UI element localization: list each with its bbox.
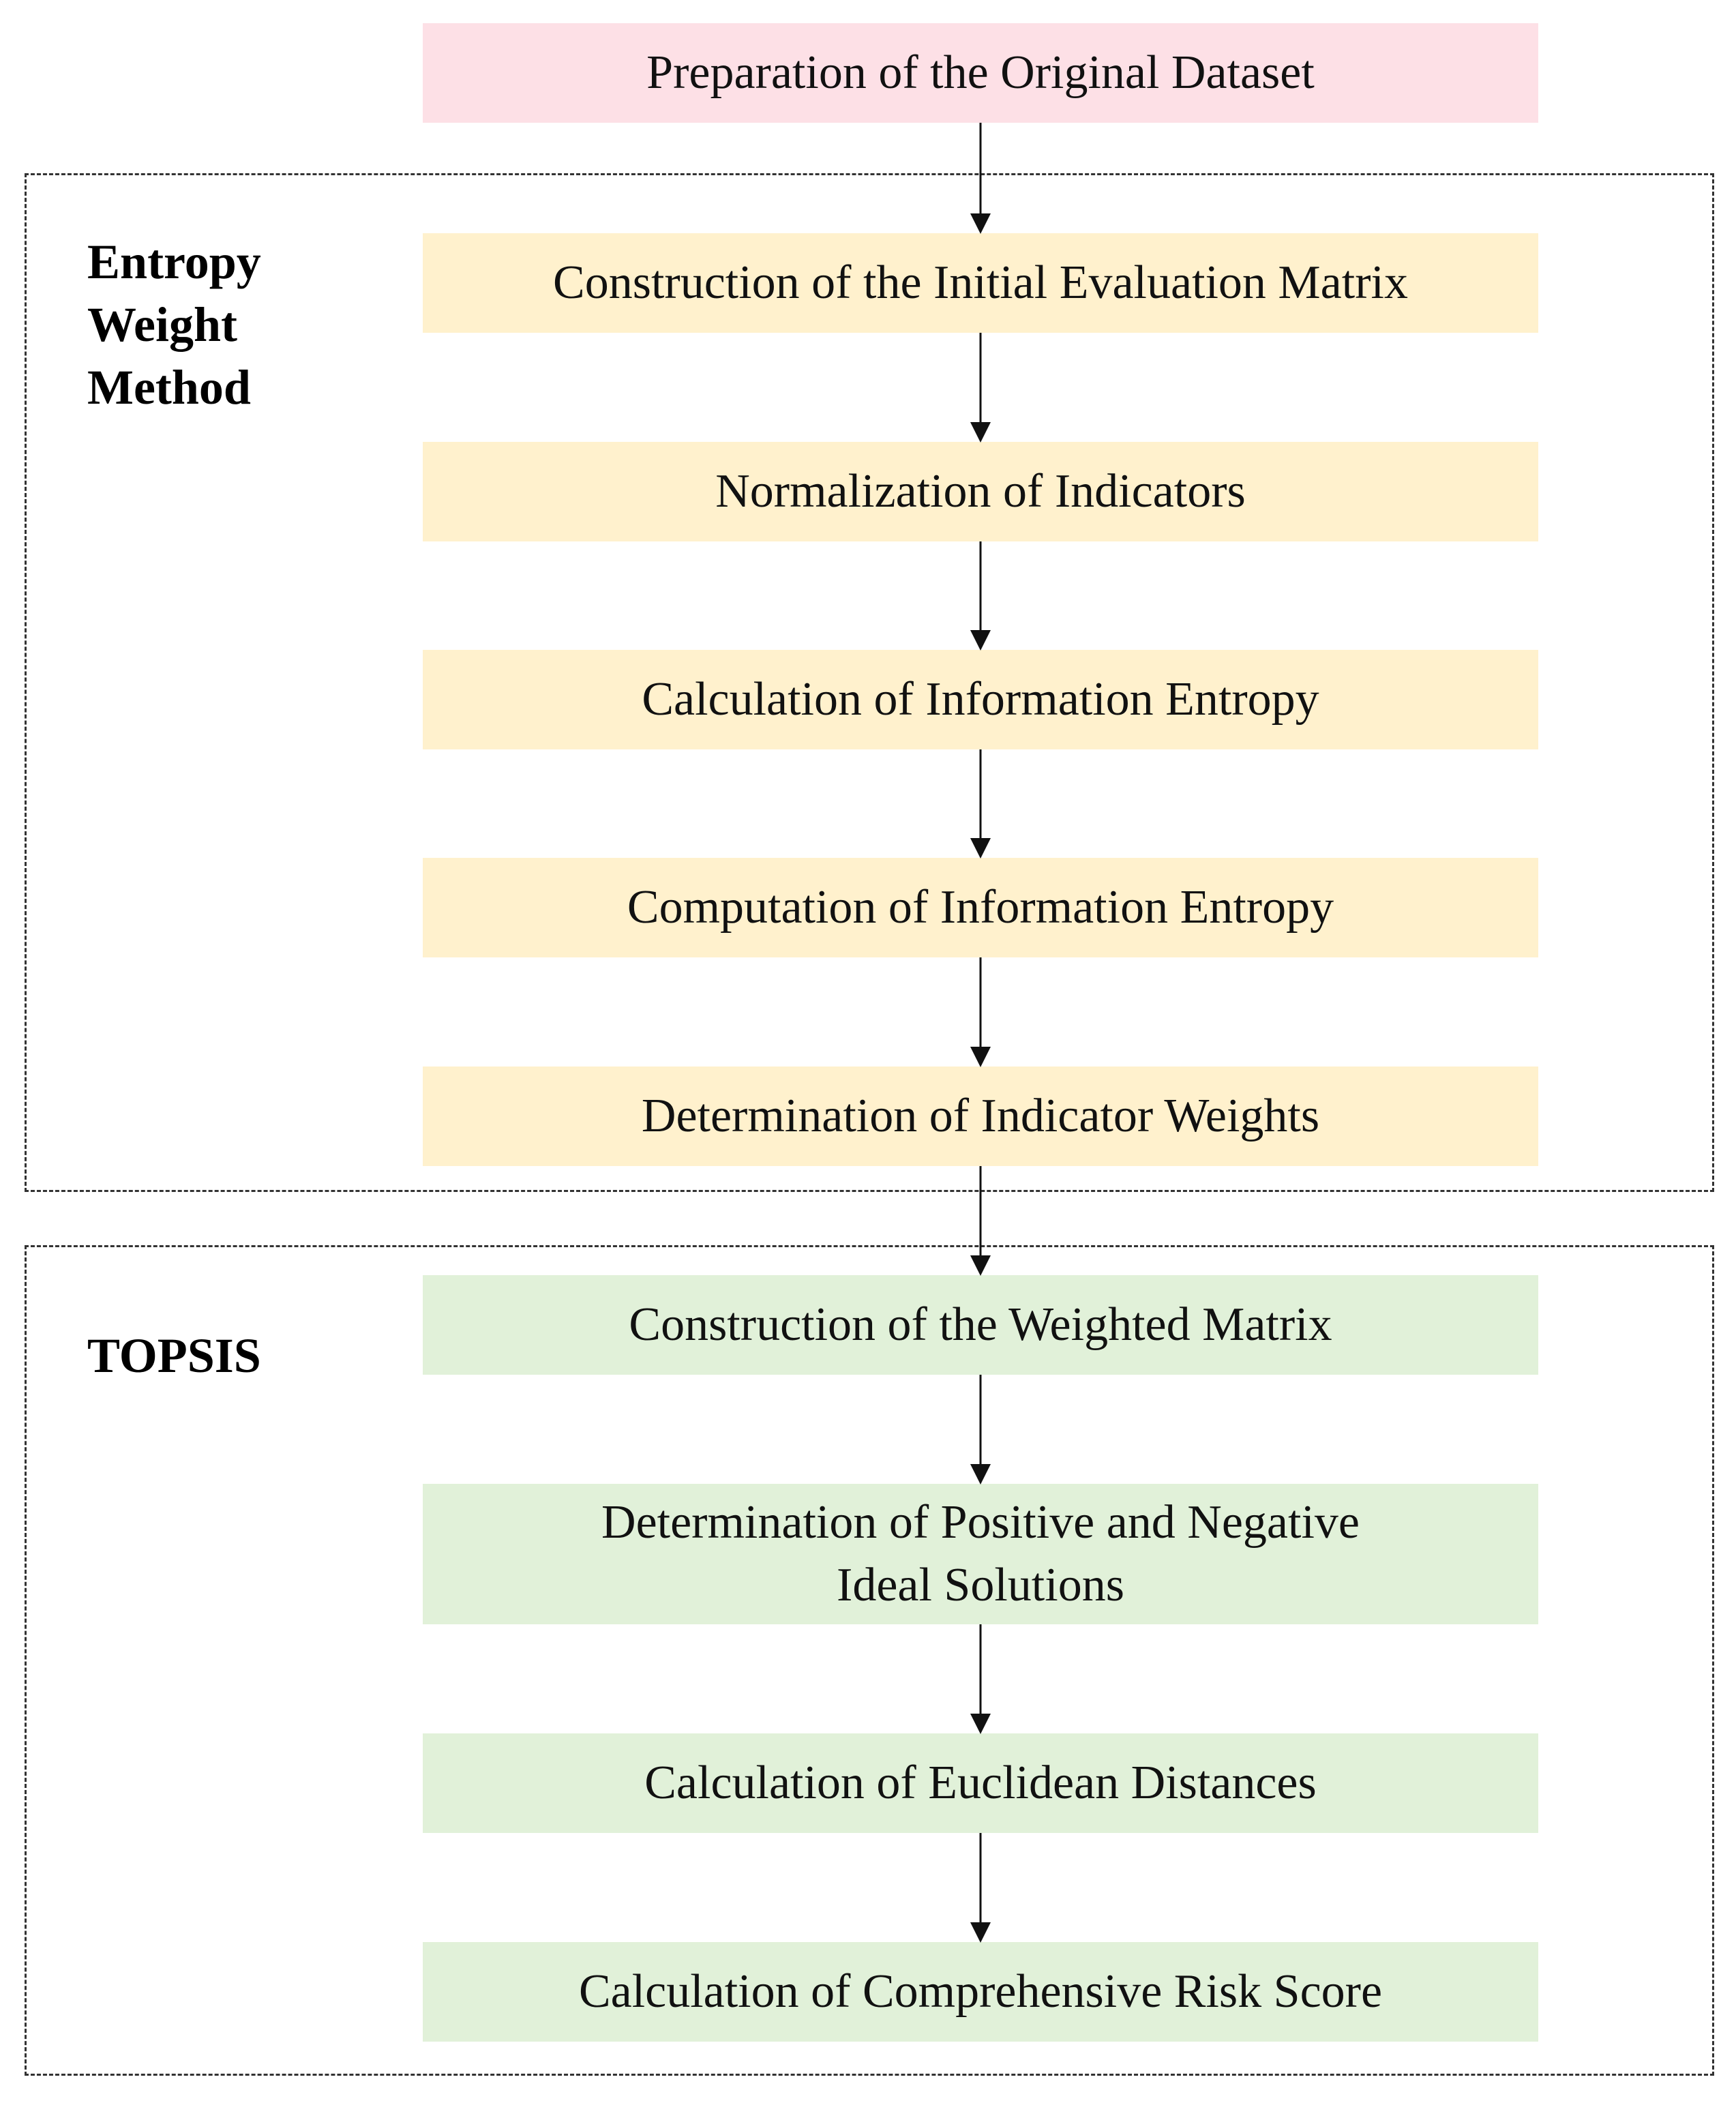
step-label: Determination of Positive and Negative Ideal Solutions <box>601 1496 1360 1611</box>
entropy-weight-method-label: Entropy Weight Method <box>87 235 261 415</box>
step-label: Determination of Indicator Weights <box>641 1090 1320 1142</box>
step-label: Computation of Information Entropy <box>627 881 1334 934</box>
step-label: Construction of the Initial Evaluation Matrix <box>553 256 1408 309</box>
step-label: Preparation of the Original Dataset <box>646 46 1315 99</box>
topsis-label: TOPSIS <box>87 1328 261 1383</box>
step-label: Construction of the Weighted Matrix <box>629 1298 1332 1351</box>
step-label: Calculation of Euclidean Distances <box>644 1757 1317 1809</box>
step-label: Calculation of Comprehensive Risk Score <box>578 1965 1383 2018</box>
step-label: Normalization of Indicators <box>715 465 1246 518</box>
step-label: Calculation of Information Entropy <box>642 673 1319 726</box>
